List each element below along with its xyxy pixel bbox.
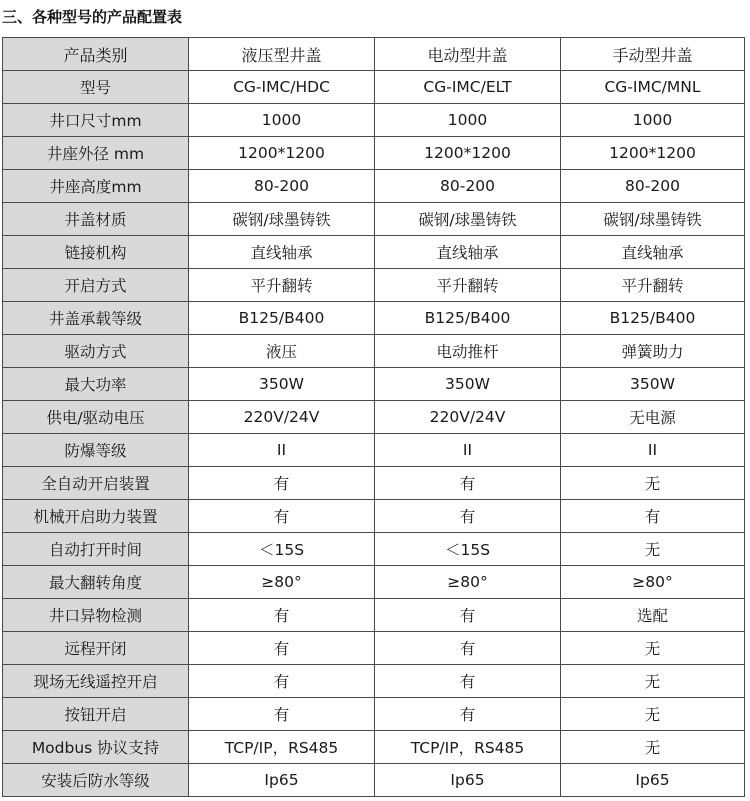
value-cell-hydraulic: 有 <box>189 500 375 533</box>
value-cell-manual: 碳钢/球墨铸铁 <box>561 203 745 236</box>
table-row <box>3 698 745 731</box>
value-cell-manual: 无 <box>561 533 745 566</box>
value-cell-manual: 无 <box>561 731 745 764</box>
table-header-row <box>3 38 745 71</box>
value-cell-manual: ≥80° <box>561 566 745 599</box>
page-title: 三、各种型号的产品配置表 <box>2 8 183 26</box>
table-row <box>3 731 745 764</box>
value-cell-hydraulic: 平升翻转 <box>189 269 375 302</box>
value-cell-hydraulic: TCP/IP，RS485 <box>189 731 375 764</box>
table-row <box>3 335 745 368</box>
value-cell-manual: 无 <box>561 698 745 731</box>
value-cell-hydraulic: 有 <box>189 698 375 731</box>
value-cell-electric: 80-200 <box>375 170 561 203</box>
value-cell-manual: CG-IMC/MNL <box>561 71 745 104</box>
header-category-cell: 产品类别 <box>3 38 189 71</box>
row-label-cell: 型号 <box>3 71 189 104</box>
row-label-cell: 安装后防水等级 <box>3 764 189 797</box>
value-cell-hydraulic: 有 <box>189 467 375 500</box>
table-row <box>3 269 745 302</box>
table-row <box>3 302 745 335</box>
table-row <box>3 467 745 500</box>
value-cell-manual: 平升翻转 <box>561 269 745 302</box>
value-cell-hydraulic: 220V/24V <box>189 401 375 434</box>
value-cell-electric: 1000 <box>375 104 561 137</box>
value-cell-electric: 碳钢/球墨铸铁 <box>375 203 561 236</box>
value-cell-electric: CG-IMC/ELT <box>375 71 561 104</box>
value-cell-manual: 80-200 <box>561 170 745 203</box>
value-cell-hydraulic: 350W <box>189 368 375 401</box>
value-cell-hydraulic: 1200*1200 <box>189 137 375 170</box>
row-label-cell: 井盖材质 <box>3 203 189 236</box>
row-label-cell: 最大翻转角度 <box>3 566 189 599</box>
row-label-cell: 井座外径 mm <box>3 137 189 170</box>
value-cell-hydraulic: 有 <box>189 632 375 665</box>
row-label-cell: 自动打开时间 <box>3 533 189 566</box>
row-label-cell: 链接机构 <box>3 236 189 269</box>
table-row <box>3 71 745 104</box>
value-cell-hydraulic: 直线轴承 <box>189 236 375 269</box>
value-cell-electric: 350W <box>375 368 561 401</box>
value-cell-manual: 无电源 <box>561 401 745 434</box>
value-cell-hydraulic: 1000 <box>189 104 375 137</box>
value-cell-electric: 220V/24V <box>375 401 561 434</box>
value-cell-manual: 1200*1200 <box>561 137 745 170</box>
table-body <box>3 38 745 797</box>
row-label-cell: 供电/驱动电压 <box>3 401 189 434</box>
value-cell-electric: TCP/IP，RS485 <box>375 731 561 764</box>
value-cell-electric: ＜15S <box>375 533 561 566</box>
table-row <box>3 533 745 566</box>
row-label-cell: 井盖承载等级 <box>3 302 189 335</box>
value-cell-manual: 1000 <box>561 104 745 137</box>
row-label-cell: 远程开闭 <box>3 632 189 665</box>
value-cell-hydraulic: 碳钢/球墨铸铁 <box>189 203 375 236</box>
value-cell-hydraulic: CG-IMC/HDC <box>189 71 375 104</box>
value-cell-electric: II <box>375 434 561 467</box>
value-cell-hydraulic: ≥80° <box>189 566 375 599</box>
value-cell-electric: 电动推杆 <box>375 335 561 368</box>
value-cell-hydraulic: II <box>189 434 375 467</box>
table-row <box>3 500 745 533</box>
value-cell-hydraulic: 液压 <box>189 335 375 368</box>
value-cell-manual: 直线轴承 <box>561 236 745 269</box>
header-electric-cell: 电动型井盖 <box>375 38 561 71</box>
product-config-table <box>2 37 745 797</box>
value-cell-hydraulic: 有 <box>189 599 375 632</box>
value-cell-electric: 有 <box>375 665 561 698</box>
row-label-cell: 井座高度mm <box>3 170 189 203</box>
value-cell-hydraulic: 80-200 <box>189 170 375 203</box>
table-row <box>3 434 745 467</box>
table-row <box>3 401 745 434</box>
value-cell-electric: Ip65 <box>375 764 561 797</box>
value-cell-manual: Ip65 <box>561 764 745 797</box>
table-row <box>3 104 745 137</box>
row-label-cell: 防爆等级 <box>3 434 189 467</box>
value-cell-electric: 1200*1200 <box>375 137 561 170</box>
value-cell-manual: 350W <box>561 368 745 401</box>
row-label-cell: 驱动方式 <box>3 335 189 368</box>
table-row <box>3 632 745 665</box>
row-label-cell: Modbus 协议支持 <box>3 731 189 764</box>
table-row <box>3 137 745 170</box>
table-row <box>3 764 745 797</box>
value-cell-electric: ≥80° <box>375 566 561 599</box>
table-row <box>3 566 745 599</box>
value-cell-electric: 有 <box>375 467 561 500</box>
value-cell-manual: 无 <box>561 632 745 665</box>
table-row <box>3 665 745 698</box>
value-cell-electric: B125/B400 <box>375 302 561 335</box>
row-label-cell: 井口尺寸mm <box>3 104 189 137</box>
table-row <box>3 599 745 632</box>
value-cell-manual: II <box>561 434 745 467</box>
value-cell-electric: 有 <box>375 698 561 731</box>
row-label-cell: 机械开启助力装置 <box>3 500 189 533</box>
value-cell-manual: B125/B400 <box>561 302 745 335</box>
value-cell-hydraulic: 有 <box>189 665 375 698</box>
table-row <box>3 368 745 401</box>
row-label-cell: 井口异物检测 <box>3 599 189 632</box>
row-label-cell: 现场无线遥控开启 <box>3 665 189 698</box>
row-label-cell: 最大功率 <box>3 368 189 401</box>
table-row <box>3 236 745 269</box>
table-row <box>3 203 745 236</box>
value-cell-manual: 选配 <box>561 599 745 632</box>
value-cell-manual: 有 <box>561 500 745 533</box>
value-cell-electric: 有 <box>375 500 561 533</box>
row-label-cell: 全自动开启装置 <box>3 467 189 500</box>
value-cell-manual: 弹簧助力 <box>561 335 745 368</box>
value-cell-hydraulic: Ip65 <box>189 764 375 797</box>
value-cell-electric: 平升翻转 <box>375 269 561 302</box>
row-label-cell: 按钮开启 <box>3 698 189 731</box>
value-cell-hydraulic: ＜15S <box>189 533 375 566</box>
value-cell-electric: 有 <box>375 599 561 632</box>
value-cell-manual: 无 <box>561 467 745 500</box>
value-cell-electric: 有 <box>375 632 561 665</box>
value-cell-hydraulic: B125/B400 <box>189 302 375 335</box>
row-label-cell: 开启方式 <box>3 269 189 302</box>
table-row <box>3 170 745 203</box>
header-manual-cell: 手动型井盖 <box>561 38 745 71</box>
value-cell-manual: 无 <box>561 665 745 698</box>
value-cell-electric: 直线轴承 <box>375 236 561 269</box>
header-hydraulic-cell: 液压型井盖 <box>189 38 375 71</box>
